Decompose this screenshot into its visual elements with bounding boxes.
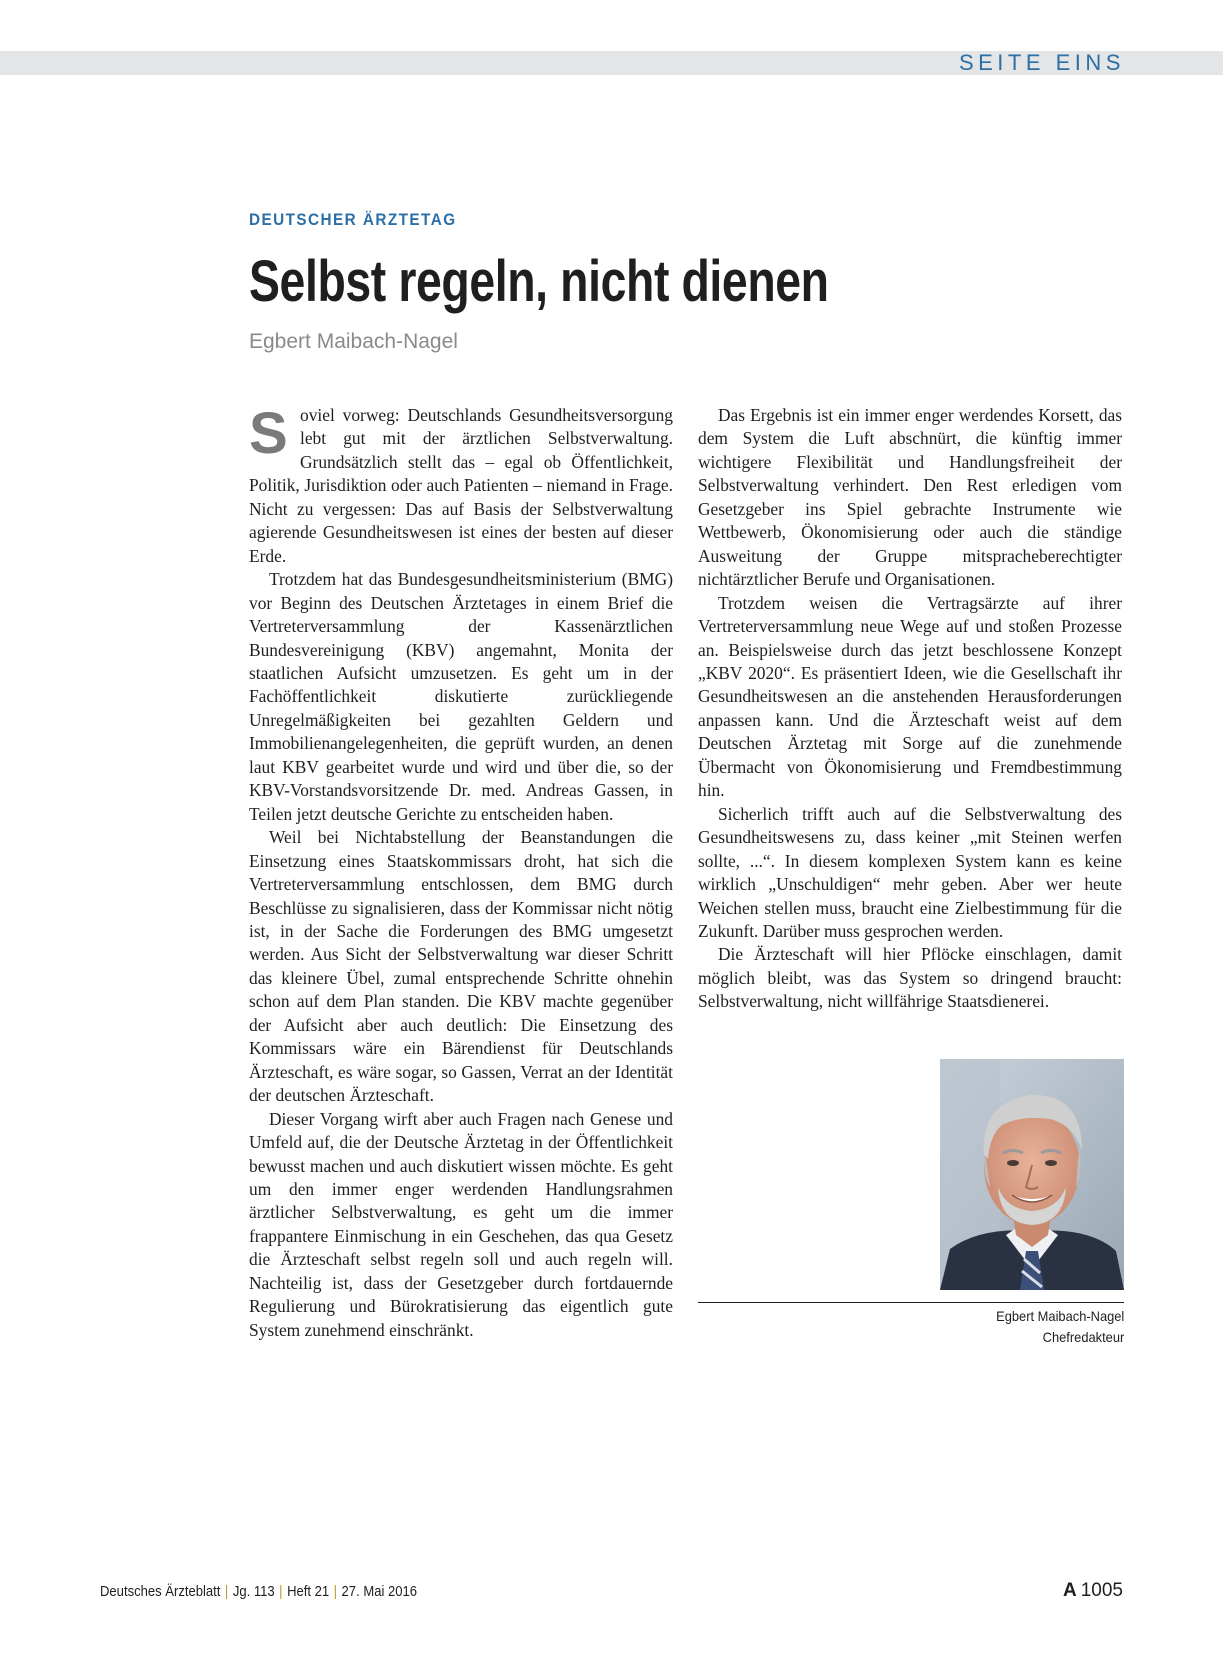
section-label: SEITE EINS — [958, 50, 1125, 75]
author-photo — [940, 1059, 1124, 1290]
caption-name: Egbert Maibach-Nagel — [995, 1308, 1124, 1324]
paragraph: Trotzdem weisen die Vertragsärzte auf ihrer Vertreterversammlung neue Wege auf und stoßen Prozesse an. Beispielsweise durch das jetzt beschlossene Konzept „KBV 2020“. Es präsentiert Ideen, wie die Gesellschaft ihr Gesundheitswesen an die anstehenden Herausforderungen anpassen kann. Und die Ärzteschaft weist auf dem Deutschen Ärztetag mit Sorge auf die zunehmende Übermacht von Ökonomisierung und Fremdbestimmung hin. — [698, 592, 1122, 801]
paragraph: Weil bei Nichtabstellung der Beanstandungen die Einsetzung eines Staatskommissars droht, hat sich die Vertreterversammlung entschlossen, dem BMG durch Beschlüsse zu signalisieren, dass der Kommissar nicht nötig ist, in der Sache die Forderungen des BMG umgesetzt werden. Aus Sicht der Selbstverwaltung war dieser Schritt das kleinere Übel, zumal entsprechende Schritte ohnehin schon auf dem Plan standen. Die KBV machte gegenüber der Aufsicht aber auch deutlich: Die Einsetzung des Kommissars wäre ein Bärendienst für Deutschlands Ärzteschaft, es wäre sogar, so Gassen, Verrat an der Identität der deutschen Ärzteschaft. — [249, 827, 673, 1106]
page-number: A 1005 — [1062, 1580, 1123, 1601]
article-author: Egbert Maibach-Nagel — [249, 330, 458, 353]
article-column-left — [249, 401, 673, 1342]
paragraph: Das Ergebnis ist ein immer enger werdendes Korsett, das dem System die Luft abschnürt, die künftig immer wichtigere Flexibilität und Handlungsfreiheit der Selbstverwaltung verhindert. Den Rest erledigen vom Gesetzgeber ins Spiel gebrachte Instrumente wie Wettbewerb, Ökonomisierung oder auch die ständige Ausweitung der Gruppe mitspracheberechtigter nichtärztlicher Berufe und Organisationen. — [698, 405, 1122, 590]
paragraph: Sicherlich trifft auch auf die Selbstverwaltung des Gesundheitswesens zu, dass keiner „mit Steinen werfen sollte, ...“. In diesem komplexen System kann es keine wirklich „Unschuldigen“ mehr geben. Aber wer heute Weichen stellen muss, braucht eine Zielbestimmung für die Zukunft. Darüber muss gesprochen werden. — [698, 803, 1122, 941]
paragraph: Die Ärzteschaft will hier Pflöcke einschlagen, damit möglich bleibt, was das System so dringend braucht: Selbstverwaltung, nicht willfährige Staatsdienerei. — [698, 944, 1122, 1012]
paragraph: Dieser Vorgang wirft aber auch Fragen nach Genese und Umfeld auf, die der Deutsche Ärztetag in der Öffentlichkeit bewusst machen und auch diskutiert wissen möchte. Es geht um den immer enger werdenden Handlungsrahmen ärztlicher Selbstverwaltung, es geht um die immer frappantere Einmischung in ein Geschehen, das qua Gesetz die Ärzteschaft selbst regeln soll und auch regeln will. Nachteilig ist, dass der Gesetzgeber durch fortdauernde Regulierung und Bürokratisierung das eigentlich gute System zunehmend einschränkt. — [249, 1108, 673, 1340]
issue: Heft 21 — [287, 1584, 330, 1600]
volume: Jg. 113 — [232, 1584, 275, 1600]
photo-caption — [985, 1306, 1124, 1348]
caption-rule — [698, 1302, 1124, 1303]
article-kicker: DEUTSCHER ÄRZTETAG — [249, 210, 457, 229]
issue-date: 27. Mai 2016 — [341, 1584, 418, 1600]
article-column-right — [698, 404, 1122, 1014]
article-title: Selbst regeln, nicht dienen — [249, 249, 829, 314]
dropcap: S — [249, 401, 288, 466]
footer-meta: Deutsches Ärzteblatt | Jg. 113 | Heft 21 | 27. Mai 2016 — [100, 1584, 418, 1600]
publication-name: Deutsches Ärzteblatt — [100, 1584, 221, 1600]
paragraph: Soviel vorweg: Deutschlands Gesundheitsversorgung lebt gut mit der ärztlichen Selbstverwaltung. Grundsätzlich stellt das – egal ob Öffentlichkeit, Politik, Jurisdiktion oder auch Patienten – niemand in Frage. Nicht zu vergessen: Das auf Basis der Selbstverwaltung agierende Gesundheitswesen ist eines der besten auf dieser Erde. — [249, 401, 673, 566]
paragraph: Trotzdem hat das Bundesgesundheitsministerium (BMG) vor Beginn des Deutschen Ärztetages in einem Brief die Vertreterversammlung der Kassenärztlichen Bundesvereinigung (KBV) angemahnt, Monita der staatlichen Aufsicht umzusetzen. Es geht um in der Fachöffentlichkeit diskutierte zurückliegende Unregelmäßigkeiten bei gezahlten Geldern und Immobilienangelegenheiten, die geprüft wurden, an denen laut KBV gearbeitet wurde und wird und über die, so der KBV-Vorstandsvorsitzende Dr. med. Andreas Gassen, in Teilen jetzt deutsche Gerichte zu entscheiden haben. — [249, 569, 673, 824]
caption-role: Chefredakteur — [1042, 1329, 1124, 1345]
